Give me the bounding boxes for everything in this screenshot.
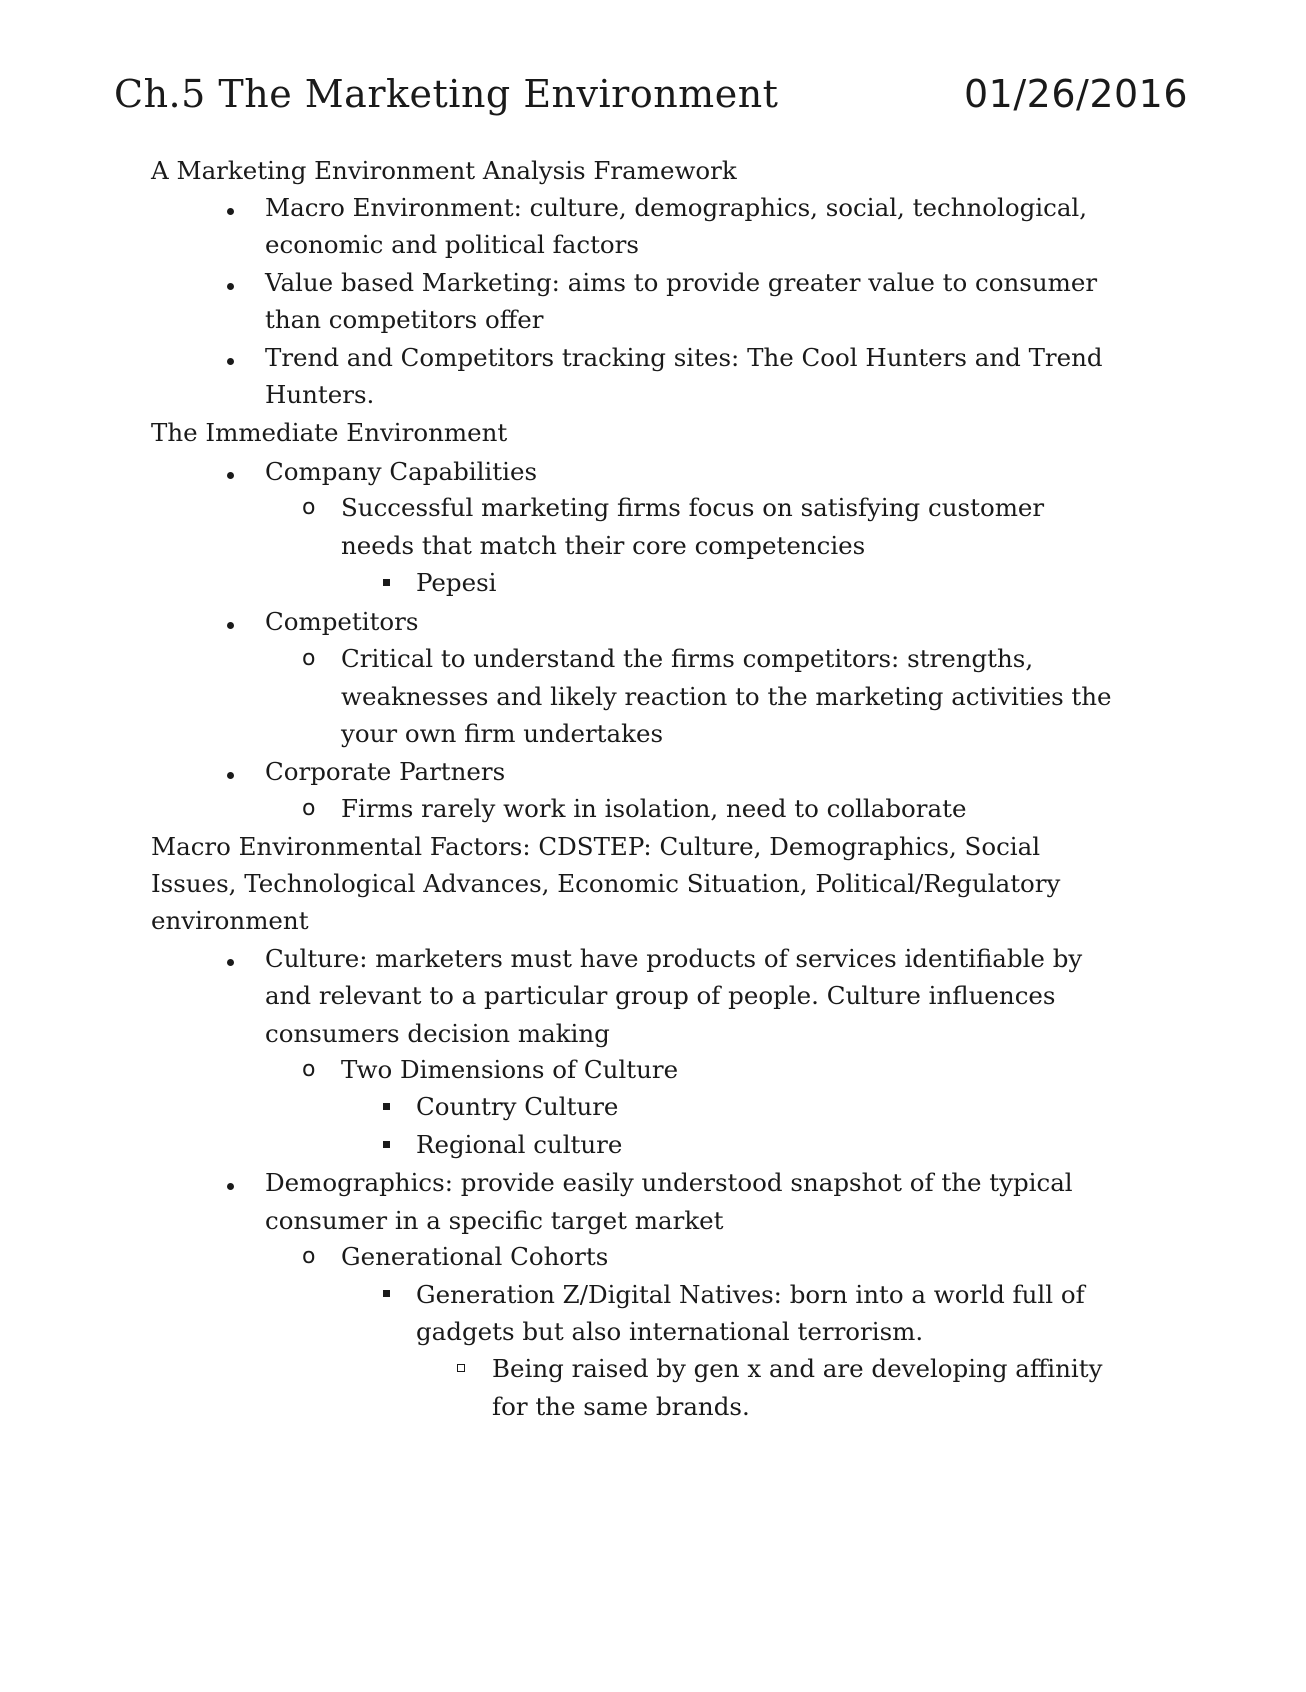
sub-item-generational-cohorts: Generational Cohorts [341,1242,609,1271]
bullet-disc [227,1183,234,1190]
bullet-square [383,1103,390,1110]
sub-sub-item-generation-z: Generation Z/Digital Natives: born into a world full of [416,1280,1085,1309]
section-heading-macro-cont: Issues, Technological Advances, Economic Situation, Political/Regulatory [151,869,1061,898]
bullet-circle: o [302,796,316,821]
bullet-disc [227,622,234,629]
list-item-company-capabilities: Company Capabilities [265,457,538,486]
list-item-culture-cont: and relevant to a particular group of people. Culture influences [265,981,1056,1010]
bullet-square [383,1290,390,1297]
sub-item-capabilities: Successful marketing firms focus on satisfying customer [341,493,1045,522]
list-item-corporate-partners: Corporate Partners [265,757,506,786]
sub-sub-item-generation-z-cont: gadgets but also international terrorism. [416,1317,924,1346]
list-item-tracking-sites: Trend and Competitors tracking sites: The Cool Hunters and Trend [265,343,1103,372]
bullet-circle: o [302,1244,316,1269]
list-item-value-based-marketing: Value based Marketing: aims to provide greater value to consumer [265,268,1098,297]
list-item-culture: Culture: marketers must have products of services identifiable by [265,944,1083,973]
bullet-hollow-square [457,1364,465,1372]
document-date: 01/26/2016 [964,72,1189,116]
list-item-macro-environment-cont: economic and political factors [265,230,639,259]
bullet-square [383,1141,390,1148]
sub-sub-sub-item-gen-x: Being raised by gen x and are developing affinity [492,1354,1103,1383]
section-heading-macro: Macro Environmental Factors: CDSTEP: Culture, Demographics, Social [151,832,1041,861]
section-heading-macro-cont-2: environment [151,906,309,935]
bullet-disc [227,283,234,290]
bullet-disc [227,358,234,365]
sub-sub-item-pepesi: Pepesi [416,568,497,597]
bullet-circle: o [302,1057,316,1082]
bullet-disc [227,959,234,966]
bullet-disc [227,208,234,215]
document-title: Ch.5 The Marketing Environment [114,72,779,116]
bullet-circle: o [302,495,316,520]
bullet-disc [227,772,234,779]
list-item-value-based-marketing-cont: than competitors offer [265,305,544,334]
sub-item-capabilities-cont: needs that match their core competencies [341,531,866,560]
bullet-disc [227,472,234,479]
sub-item-competitors: Critical to understand the firms competitors: strengths, [341,644,1034,673]
sub-item-partners: Firms rarely work in isolation, need to collaborate [341,794,967,823]
sub-sub-item-country-culture: Country Culture [416,1092,619,1121]
sub-item-competitors-cont: weaknesses and likely reaction to the marketing activities the [341,682,1112,711]
list-item-demographics: Demographics: provide easily understood snapshot of the typical [265,1168,1073,1197]
bullet-square [383,579,390,586]
list-item-macro-environment: Macro Environment: culture, demographics, social, technological, [265,193,1088,222]
list-item-demographics-cont: consumer in a specific target market [265,1206,724,1235]
list-item-competitors: Competitors [265,607,419,636]
sub-item-competitors-cont-2: your own firm undertakes [341,719,664,748]
section-heading-framework: A Marketing Environment Analysis Framework [151,156,737,185]
sub-sub-item-regional-culture: Regional culture [416,1130,623,1159]
list-item-tracking-sites-cont: Hunters. [265,380,375,409]
list-item-culture-cont-2: consumers decision making [265,1019,610,1048]
bullet-circle: o [302,646,316,671]
sub-sub-sub-item-gen-x-cont: for the same brands. [492,1392,750,1421]
section-heading-immediate: The Immediate Environment [151,418,508,447]
sub-item-culture-dimensions: Two Dimensions of Culture [341,1055,679,1084]
